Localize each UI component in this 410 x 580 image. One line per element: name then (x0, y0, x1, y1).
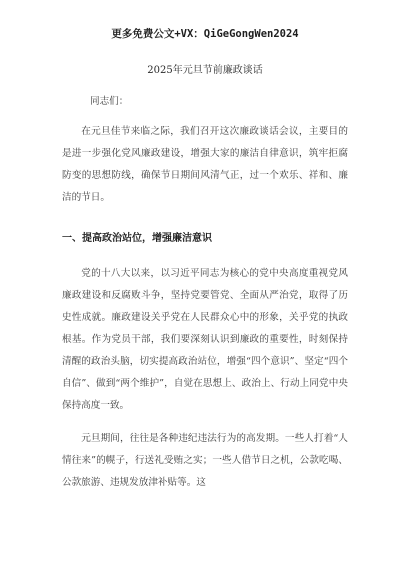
section-heading-1: 一、提高政治站位，增强廉洁意识 (62, 233, 212, 244)
paragraph-intro: 在元旦佳节来临之际，我们召开这次廉政谈话会议，主要目的是进一步强化党风廉政建设，增强大家的廉洁自律意识，筑牢拒腐防变的思想防线，确保节日期间风清气正，过一个欢乐、祥和、廉洁的节日。 (62, 126, 348, 203)
document-title: 2025年元旦节前廉政谈话 (147, 65, 263, 76)
paragraph-3: 元旦期间，往往是各种违纪违法行为的高发期。一些人打着“人情往来”的幌子，行送礼受贿之实；一些人借节日之机，公款吃喝、公款旅游、违规发放津补贴等。这 (62, 433, 348, 488)
paragraph-2: 党的十八大以来，以习近平同志为核心的党中央高度重视党风廉政建设和反腐败斗争，坚持党要管党、全面从严治党，取得了历史性成就。廉政建设关乎党在人民群众心中的形象，关乎党的执政根基。作为党员干部，我们要深刻认识到廉政的重要性，时刻保持清醒的政治头脑，切实提高政治站位，增强“四个意识”、坚定“四个自信”、做到“两个维护”，自觉在思想上、政治上、行动上同党中央保持高度一致。 (62, 268, 348, 411)
promo-banner: 更多免费公文+VX：QiGeGongWen2024 (111, 28, 299, 40)
greeting: 同志们： (90, 96, 129, 107)
